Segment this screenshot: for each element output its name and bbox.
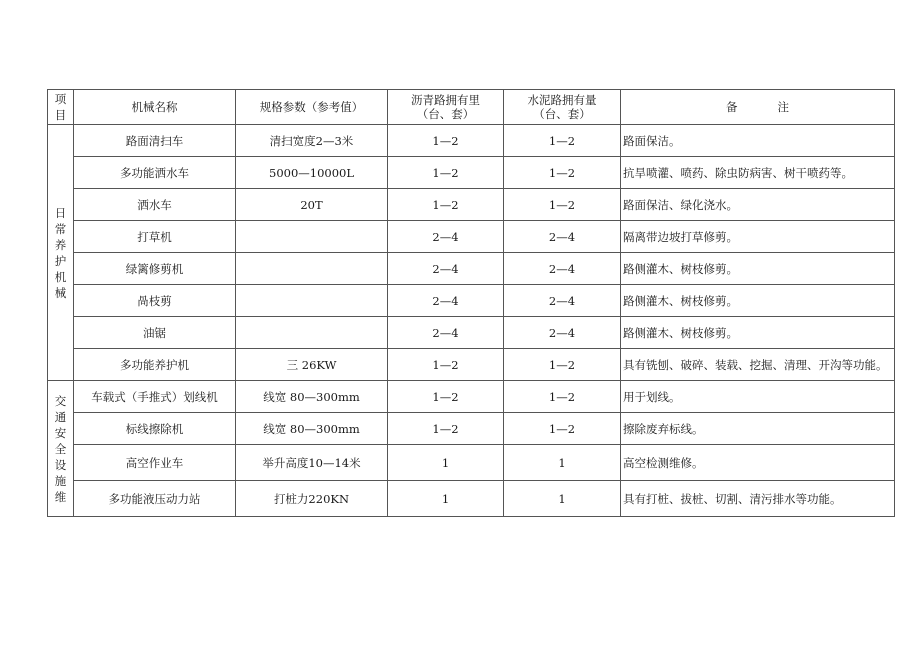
cell-note: 路侧灌木、树枝修剪。 <box>621 317 895 349</box>
cell-asphalt: 1—2 <box>388 189 504 221</box>
cell-note: 路面保洁、绿化浇水。 <box>621 189 895 221</box>
cell-name: 洒水车 <box>74 189 236 221</box>
cell-name: 车载式（手推式）划线机 <box>74 381 236 413</box>
group-label-cell <box>48 125 74 381</box>
cell-cement: 1—2 <box>504 157 621 189</box>
cell-spec: 清扫宽度2—3米 <box>236 125 388 157</box>
cell-note: 路面保洁。 <box>621 125 895 157</box>
table-row <box>48 253 895 285</box>
cell-cement: 1—2 <box>504 189 621 221</box>
cell-note: 具有打桩、拔桩、切割、清污排水等功能。 <box>621 481 895 517</box>
cell-spec: 5000—10000L <box>236 157 388 189</box>
cell-asphalt: 2—4 <box>388 285 504 317</box>
cell-spec <box>236 253 388 285</box>
cell-cement: 1—2 <box>504 125 621 157</box>
cell-asphalt: 1—2 <box>388 381 504 413</box>
header-asphalt-line1: 沥青路拥有里 <box>411 93 480 107</box>
cell-name: 多功能洒水车 <box>74 157 236 189</box>
cell-cement: 1 <box>504 481 621 517</box>
cell-cement: 2—4 <box>504 221 621 253</box>
cell-asphalt: 1 <box>388 445 504 481</box>
cell-asphalt: 2—4 <box>388 317 504 349</box>
cell-asphalt: 2—4 <box>388 253 504 285</box>
group-label: 日常养护机械 <box>54 205 67 300</box>
cell-spec: 线宽 80—300mm <box>236 381 388 413</box>
cell-spec: 三 26KW <box>236 349 388 381</box>
cell-cement: 2—4 <box>504 253 621 285</box>
cell-note: 具有铣刨、破碎、装载、挖掘、清理、开沟等功能。 <box>621 349 895 381</box>
cell-spec <box>236 285 388 317</box>
header-cement-line2: （台、套） <box>533 107 591 121</box>
cell-note: 隔离带边坡打草修剪。 <box>621 221 895 253</box>
table-row <box>48 221 895 253</box>
header-spec: 规格参数（参考值） <box>236 90 388 125</box>
cell-cement: 1 <box>504 445 621 481</box>
table-row <box>48 285 895 317</box>
header-note-a: 备 <box>726 100 738 114</box>
cell-spec: 线宽 80—300mm <box>236 413 388 445</box>
cell-name: 油锯 <box>74 317 236 349</box>
cell-cement: 1—2 <box>504 349 621 381</box>
table-row <box>48 317 895 349</box>
header-cement <box>504 90 621 125</box>
cell-asphalt: 1—2 <box>388 157 504 189</box>
cell-note: 路侧灌木、树枝修剪。 <box>621 285 895 317</box>
cell-asphalt: 1—2 <box>388 125 504 157</box>
cell-spec: 打桩力220KN <box>236 481 388 517</box>
table-row <box>48 157 895 189</box>
cell-spec: 20T <box>236 189 388 221</box>
table-row <box>48 349 895 381</box>
table-row <box>48 413 895 445</box>
header-row <box>48 90 895 125</box>
header-note-b: 注 <box>777 100 789 114</box>
header-name: 机械名称 <box>74 90 236 125</box>
cell-cement: 2—4 <box>504 317 621 349</box>
table-row <box>48 481 895 517</box>
header-asphalt-line2: （台、套） <box>416 107 475 121</box>
cell-note: 擦除废弃标线。 <box>621 413 895 445</box>
table-row <box>48 445 895 481</box>
header-note <box>621 90 895 125</box>
table-row <box>48 381 895 413</box>
cell-name: 多功能液压动力站 <box>74 481 236 517</box>
cell-asphalt: 2—4 <box>388 221 504 253</box>
equipment-table <box>47 89 895 517</box>
header-item-label: 项目 <box>54 92 67 122</box>
cell-asphalt: 1 <box>388 481 504 517</box>
cell-note: 路侧灌木、树枝修剪。 <box>621 253 895 285</box>
header-item <box>48 90 74 125</box>
cell-name: 咼枝剪 <box>74 285 236 317</box>
cell-note: 用于划线。 <box>621 381 895 413</box>
cell-spec <box>236 317 388 349</box>
cell-name: 绿篱修剪机 <box>74 253 236 285</box>
group-label: 交通安全设施维 <box>54 393 67 504</box>
cell-spec: 举升高度10—14米 <box>236 445 388 481</box>
cell-asphalt: 1—2 <box>388 413 504 445</box>
cell-name: 标线擦除机 <box>74 413 236 445</box>
group-label-cell <box>48 381 74 517</box>
cell-note: 高空检测维修。 <box>621 445 895 481</box>
cell-asphalt: 1—2 <box>388 349 504 381</box>
table-row <box>48 189 895 221</box>
cell-note: 抗旱喷灌、喷药、除虫防病害、树干喷药等。 <box>621 157 895 189</box>
cell-cement: 1—2 <box>504 381 621 413</box>
cell-cement: 1—2 <box>504 413 621 445</box>
table-row <box>48 125 895 157</box>
cell-name: 路面清扫车 <box>74 125 236 157</box>
header-asphalt <box>388 90 504 125</box>
cell-cement: 2—4 <box>504 285 621 317</box>
cell-spec <box>236 221 388 253</box>
cell-name: 多功能养护机 <box>74 349 236 381</box>
cell-name: 高空作业车 <box>74 445 236 481</box>
cell-name: 打草机 <box>74 221 236 253</box>
header-cement-line1: 水泥路拥有量 <box>527 93 597 107</box>
